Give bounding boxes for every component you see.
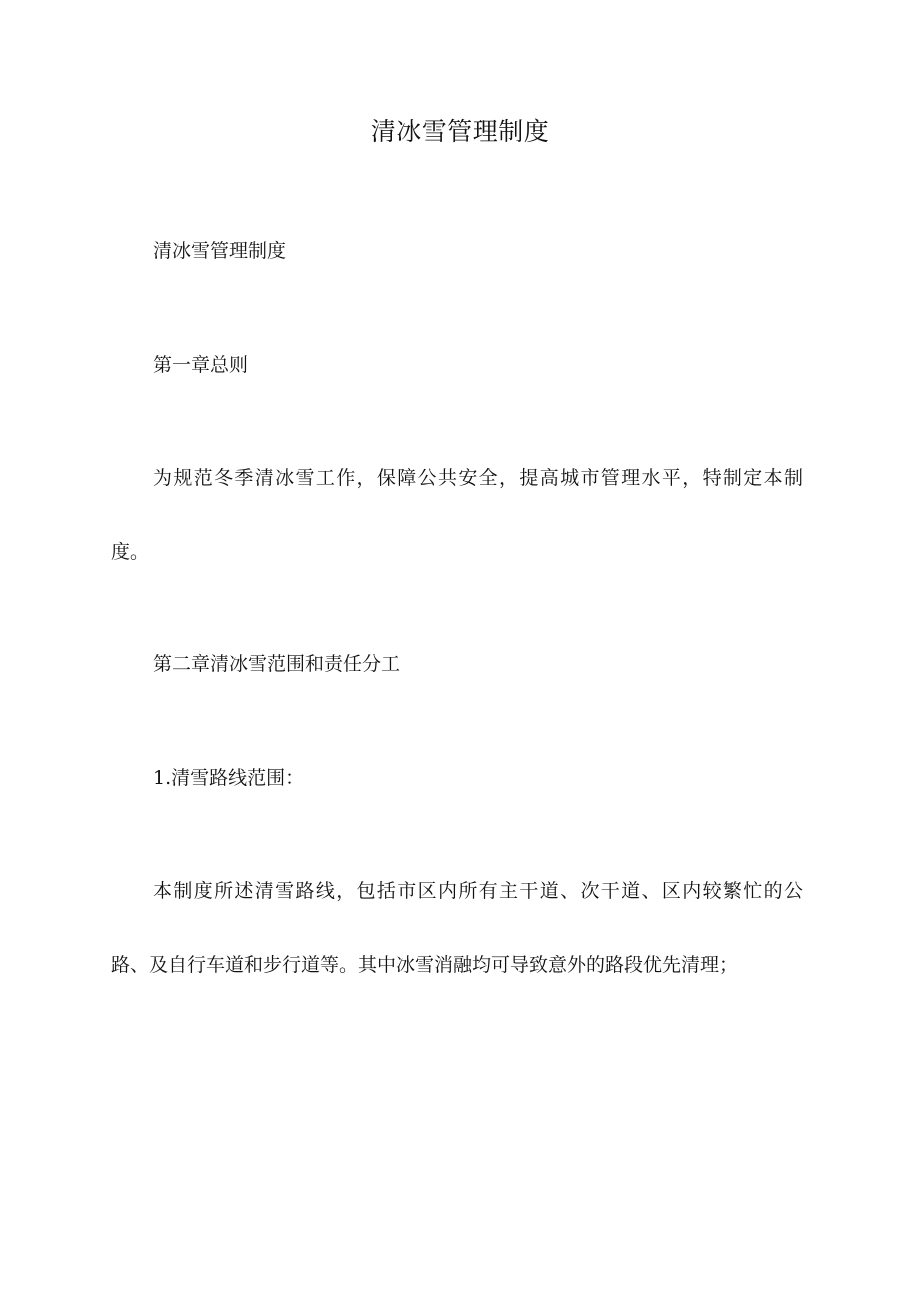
chapter2-heading: 第二章清冰雪范围和责任分工 (153, 653, 401, 675)
chapter2-item1-heading: 1.清雪路线范围： (153, 767, 305, 789)
chapter2-paragraph-line2: 路、及自行车道和步行道等。其中冰雪消融均可导致意外的路段优先清理； (111, 954, 739, 976)
chapter1-paragraph-line2: 度。 (111, 541, 150, 563)
document-subtitle: 清冰雪管理制度 (153, 240, 287, 262)
document-title: 清冰雪管理制度 (370, 117, 550, 146)
chapter1-heading: 第一章总则 (153, 354, 249, 376)
chapter2-paragraph-line1: 本制度所述清雪路线，包括市区内所有主干道、次干道、区内较繁忙的公 (153, 880, 803, 902)
chapter1-paragraph-line1: 为规范冬季清冰雪工作，保障公共安全，提高城市管理水平，特制定本制 (153, 467, 803, 489)
